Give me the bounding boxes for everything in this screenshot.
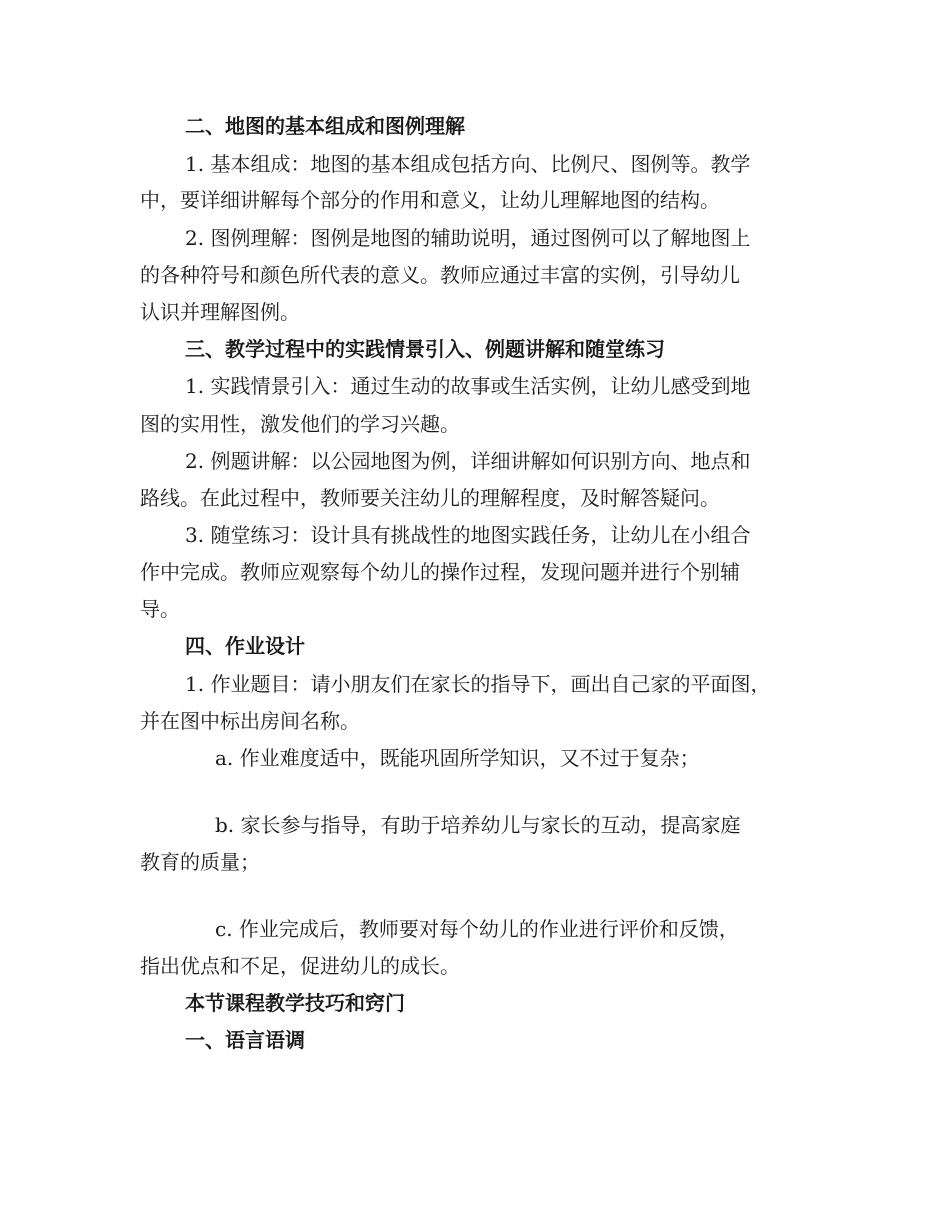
section2-item1-line2: 中，要详细讲解每个部分的作用和意义，让幼儿理解地图的结构。: [140, 188, 720, 212]
section2-item1-line1: 1. 基本组成：地图的基本组成包括方向、比例尺、图例等。教学: [185, 152, 751, 176]
section3-item3-line1: 3. 随堂练习：设计具有挑战性的地图实践任务，让幼儿在小组合: [185, 523, 751, 547]
section4-item1-line2: 并在图中标出房间名称。: [140, 709, 360, 733]
tips-heading: 本节课程教学技巧和窍门: [185, 991, 405, 1015]
section4-b-line1: b. 家长参与指导，有助于培养幼儿与家长的互动，提高家庭: [215, 813, 741, 837]
section4-b-line2: 教育的质量；: [140, 850, 260, 874]
section4-a-line1: a. 作业难度适中，既能巩固所学知识，又不过于复杂；: [215, 746, 700, 770]
section3-heading: 三、教学过程中的实践情景引入、例题讲解和随堂练习: [185, 337, 665, 361]
section2-item2-line2: 的各种符号和颜色所代表的意义。教师应通过丰富的实例，引导幼儿: [140, 263, 740, 287]
section4-item1-line1: 1. 作业题目：请小朋友们在家长的指导下，画出自己家的平面图，: [185, 672, 771, 696]
section2-heading: 二、地图的基本组成和图例理解: [185, 114, 465, 138]
section3-item2-line2: 路线。在此过程中，教师要关注幼儿的理解程度，及时解答疑问。: [140, 486, 720, 510]
section4-heading: 四、作业设计: [185, 634, 305, 658]
section2-item2-line1: 2. 图例理解：图例是地图的辅助说明，通过图例可以了解地图上: [185, 226, 751, 250]
section3-item3-line2: 作中完成。教师应观察每个幼儿的操作过程，发现问题并进行个别辅: [140, 560, 740, 584]
section3-item1-line2: 图的实用性，激发他们的学习兴趣。: [140, 412, 460, 436]
section3-item3-line3: 导。: [140, 597, 180, 621]
section3-item2-line1: 2. 例题讲解：以公园地图为例，详细讲解如何识别方向、地点和: [185, 449, 751, 473]
section2-item2-line3: 认识并理解图例。: [140, 300, 300, 324]
tips-subheading-1: 一、语言语调: [185, 1028, 305, 1052]
section4-c-line2: 指出优点和不足，促进幼儿的成长。: [140, 954, 460, 978]
section3-item1-line1: 1. 实践情景引入：通过生动的故事或生活实例，让幼儿感受到地: [185, 374, 751, 398]
section4-c-line1: c. 作业完成后，教师要对每个幼儿的作业进行评价和反馈，: [215, 917, 739, 941]
